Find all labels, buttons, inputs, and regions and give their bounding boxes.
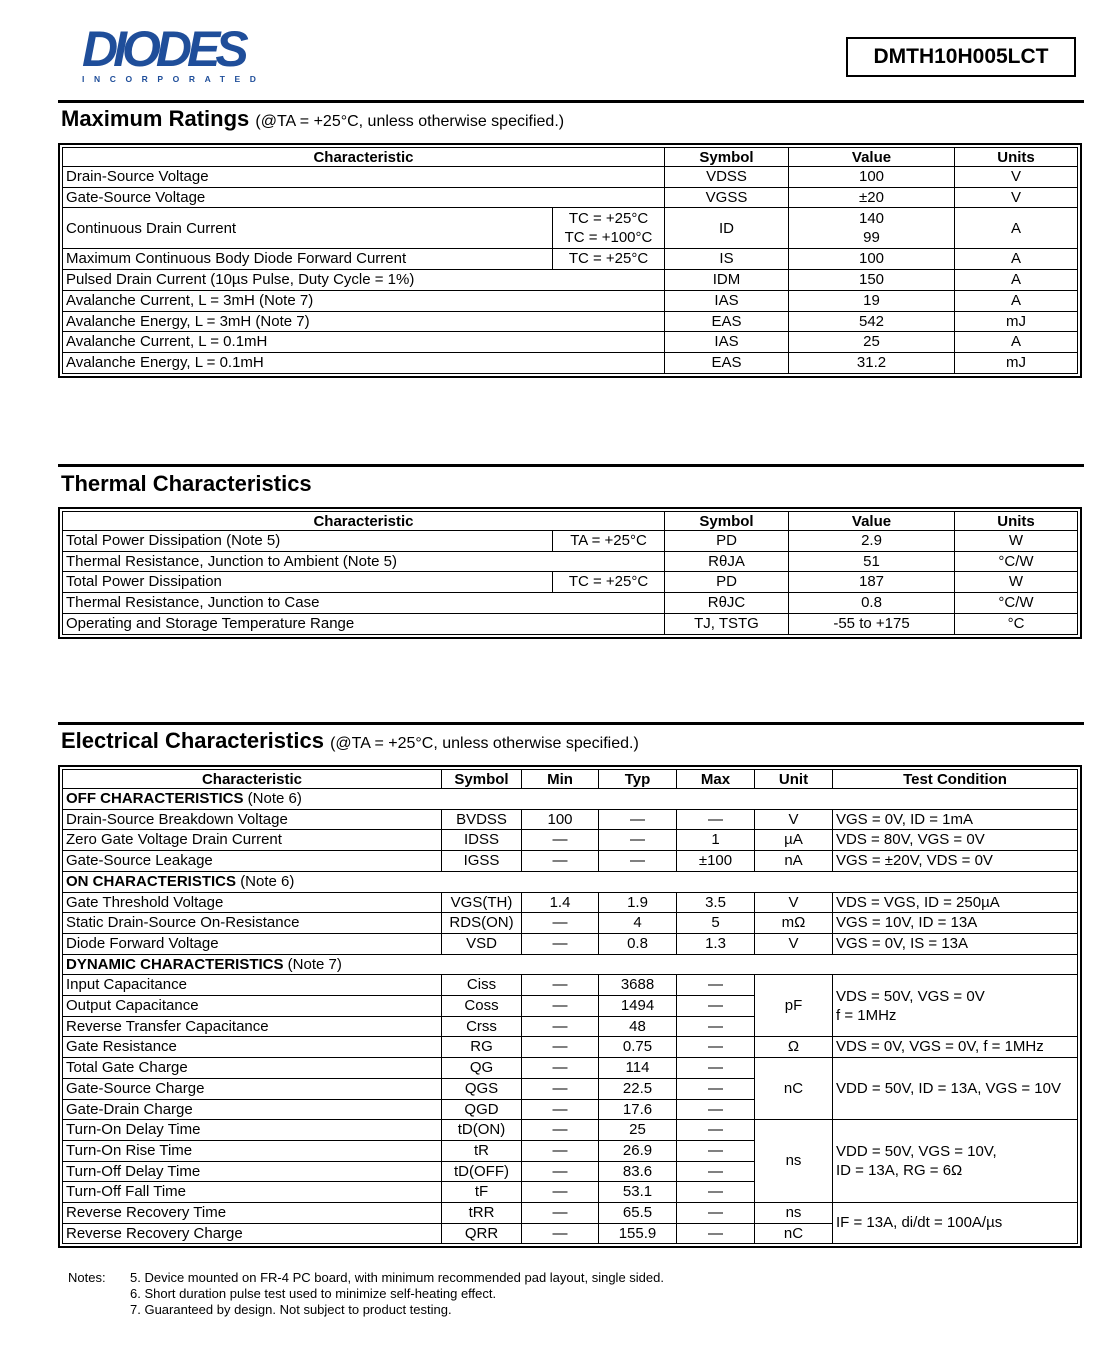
value-cell	[789, 531, 955, 552]
table-row	[63, 593, 1078, 614]
table-row	[63, 975, 1078, 996]
cell-text: 2.9	[861, 532, 882, 549]
characteristic-cell: Avalanche Energy, L = 3mH (Note 7)	[63, 311, 665, 332]
characteristic-cell: Drain-Source Breakdown Voltage	[63, 809, 442, 830]
col-header: Typ	[599, 770, 677, 789]
characteristic-cell: Gate Resistance	[63, 1037, 442, 1058]
section-rule	[58, 722, 1084, 725]
symbol-cell: IAS	[665, 290, 789, 311]
symbol-cell: IS	[665, 249, 789, 270]
notes-label: Notes:	[68, 1270, 106, 1285]
symbol-cell: QGS	[442, 1078, 522, 1099]
cell-text: TC = +25°C	[568, 210, 649, 228]
section-row	[63, 954, 1078, 975]
cell-text: 187	[858, 573, 885, 591]
col-header: Characteristic	[63, 770, 442, 789]
min-cell: 100	[522, 809, 599, 830]
typ-cell: 53.1	[599, 1182, 677, 1203]
characteristic-cell: Avalanche Energy, L = 0.1mH	[63, 352, 665, 373]
section-row	[63, 871, 1078, 892]
characteristic-cell: Gate-Source Charge	[63, 1078, 442, 1099]
symbol-cell: QGD	[442, 1099, 522, 1120]
section-label	[63, 789, 1078, 810]
symbol-cell: tF	[442, 1182, 522, 1203]
min-cell: —	[522, 851, 599, 872]
typ-cell: 114	[599, 1058, 677, 1079]
col-header: Symbol	[665, 512, 789, 531]
typ-cell: —	[599, 851, 677, 872]
diodes-logo	[82, 21, 296, 84]
col-header: Value	[789, 512, 955, 531]
unit-cell: V	[755, 809, 833, 830]
unit-cell: A	[955, 290, 1078, 311]
col-header: Min	[522, 770, 599, 789]
cell-text: TA = +25°C	[570, 532, 647, 549]
characteristic-cell: Avalanche Current, L = 0.1mH	[63, 332, 665, 353]
symbol-cell: tR	[442, 1140, 522, 1161]
cell-text: 25	[863, 333, 880, 351]
characteristic-cell: Maximum Continuous Body Diode Forward Current	[63, 249, 553, 270]
table-row	[63, 167, 1078, 188]
min-cell: —	[522, 1058, 599, 1079]
test-condition-cell: VDS = 80V, VGS = 0V	[833, 830, 1078, 851]
condition-cell	[553, 249, 665, 270]
section-label	[63, 954, 1078, 975]
cell-text: -55 to +175	[833, 614, 910, 632]
col-header: Units	[955, 512, 1078, 531]
table-row	[63, 551, 1078, 572]
max-cell: —	[677, 809, 755, 830]
table-row	[63, 1203, 1078, 1224]
unit-cell: nC	[755, 1223, 833, 1244]
col-header: Value	[789, 148, 955, 167]
characteristic-cell: Thermal Resistance, Junction to Case	[63, 593, 665, 614]
section-condition: (@TA = +25°C, unless otherwise specified.)	[255, 113, 565, 130]
symbol-cell: QG	[442, 1058, 522, 1079]
unit-cell: ns	[755, 1203, 833, 1224]
symbol-cell: TJ, TSTG	[665, 613, 789, 634]
typ-cell: 22.5	[599, 1078, 677, 1099]
max-ratings-table	[58, 143, 1082, 378]
section-title-text: Maximum Ratings	[61, 106, 250, 131]
cell-text: TC = +25°C	[568, 250, 649, 268]
condition-cell	[553, 531, 665, 552]
typ-cell: 3688	[599, 975, 677, 996]
max-cell: —	[677, 1182, 755, 1203]
table-row	[63, 208, 1078, 249]
electrical-table	[58, 765, 1082, 1248]
unit-cell: V	[955, 187, 1078, 208]
typ-cell: 65.5	[599, 1203, 677, 1224]
typ-cell: 1494	[599, 996, 677, 1017]
electrical-title	[61, 728, 639, 754]
logo-wordmark: DIODES	[82, 21, 244, 77]
max-cell: —	[677, 1037, 755, 1058]
min-cell: —	[522, 1120, 599, 1141]
cell-text: TC = +25°C	[568, 573, 649, 591]
table-row	[63, 290, 1078, 311]
symbol-cell: tD(ON)	[442, 1120, 522, 1141]
characteristic-cell: Turn-Off Delay Time	[63, 1161, 442, 1182]
section-label-text: DYNAMIC CHARACTERISTICS	[66, 955, 284, 973]
value-cell	[789, 332, 955, 353]
characteristic-cell: Drain-Source Voltage	[63, 167, 665, 188]
section-condition: (@TA = +25°C, unless otherwise specified.)	[330, 735, 639, 752]
test-condition-cell: VDS = VGS, ID = 250µA	[833, 892, 1078, 913]
min-cell: —	[522, 933, 599, 954]
symbol-cell: PD	[665, 572, 789, 593]
unit-cell: nA	[755, 851, 833, 872]
table-row	[63, 913, 1078, 934]
max-cell: ±100	[677, 851, 755, 872]
table-row	[63, 311, 1078, 332]
symbol-cell: tD(OFF)	[442, 1161, 522, 1182]
section-rule	[58, 100, 1084, 103]
value-cell	[789, 270, 955, 291]
unit-cell: A	[955, 270, 1078, 291]
symbol-cell: IAS	[665, 332, 789, 353]
min-cell: —	[522, 1140, 599, 1161]
section-note: (Note 7)	[287, 955, 342, 973]
unit-cell: ns	[755, 1120, 833, 1203]
logo-subtitle: INCORPORATED	[82, 74, 266, 84]
unit-cell: mJ	[955, 311, 1078, 332]
note-item: 6. Short duration pulse test used to minimize self-heating effect.	[130, 1286, 497, 1301]
unit-cell: mΩ	[755, 913, 833, 934]
unit-cell: °C/W	[955, 593, 1078, 614]
value-cell	[789, 249, 955, 270]
cell-text: VDD = 50V, VGS = 10V,	[836, 1143, 997, 1161]
unit-cell: W	[955, 531, 1078, 552]
cell-text: ±20	[859, 188, 884, 206]
typ-cell: 0.75	[599, 1037, 677, 1058]
cell-text: 31.2	[856, 353, 887, 371]
characteristic-cell: Total Power Dissipation (Note 5)	[63, 531, 553, 552]
symbol-cell: QRR	[442, 1223, 522, 1244]
characteristic-cell: Avalanche Current, L = 3mH (Note 7)	[63, 290, 665, 311]
symbol-cell: Coss	[442, 996, 522, 1017]
table-row	[63, 613, 1078, 634]
test-condition-cell: IF = 13A, di/dt = 100A/µs	[833, 1203, 1078, 1244]
typ-cell: —	[599, 830, 677, 851]
min-cell: —	[522, 1161, 599, 1182]
min-cell: —	[522, 830, 599, 851]
table-row	[63, 1120, 1078, 1141]
max-cell: 5	[677, 913, 755, 934]
typ-cell: 4	[599, 913, 677, 934]
max-cell: —	[677, 1058, 755, 1079]
table-row	[63, 892, 1078, 913]
table-row	[63, 1037, 1078, 1058]
value-cell	[789, 352, 955, 373]
col-header: Units	[955, 148, 1078, 167]
max-cell: —	[677, 1078, 755, 1099]
unit-cell: W	[955, 572, 1078, 593]
characteristic-cell: Reverse Transfer Capacitance	[63, 1016, 442, 1037]
typ-cell: 0.8	[599, 933, 677, 954]
value-cell	[789, 551, 955, 572]
condition-cell	[553, 208, 665, 249]
max-cell: —	[677, 996, 755, 1017]
part-number-box: DMTH10H005LCT	[846, 37, 1076, 77]
value-cell	[789, 290, 955, 311]
unit-cell: µA	[755, 830, 833, 851]
symbol-cell: EAS	[665, 311, 789, 332]
col-header: Symbol	[665, 148, 789, 167]
characteristic-cell: Zero Gate Voltage Drain Current	[63, 830, 442, 851]
characteristic-cell: Total Gate Charge	[63, 1058, 442, 1079]
max-cell: —	[677, 1099, 755, 1120]
test-condition-cell: VGS = 0V, ID = 1mA	[833, 809, 1078, 830]
cell-text: TC = +100°C	[564, 229, 653, 247]
max-ratings-title	[61, 106, 564, 132]
characteristic-cell: Reverse Recovery Charge	[63, 1223, 442, 1244]
section-label-text: ON CHARACTERISTICS	[66, 872, 237, 890]
value-cell	[789, 167, 955, 188]
min-cell: —	[522, 1016, 599, 1037]
col-header: Max	[677, 770, 755, 789]
min-cell: —	[522, 1078, 599, 1099]
section-row	[63, 789, 1078, 810]
table-header-row	[63, 512, 1078, 531]
table-row	[63, 531, 1078, 552]
symbol-cell: IDSS	[442, 830, 522, 851]
typ-cell: 1.9	[599, 892, 677, 913]
table-row	[63, 352, 1078, 373]
unit-cell: V	[955, 167, 1078, 188]
unit-cell: °C	[955, 613, 1078, 634]
col-header: Test Condition	[833, 770, 1078, 789]
test-condition-cell	[833, 1120, 1078, 1203]
unit-cell: A	[955, 332, 1078, 353]
typ-cell: —	[599, 809, 677, 830]
max-cell: —	[677, 1016, 755, 1037]
symbol-cell: RDS(ON)	[442, 913, 522, 934]
max-cell: —	[677, 975, 755, 996]
table-header-row	[63, 148, 1078, 167]
max-cell: 1	[677, 830, 755, 851]
cell-text: 99	[863, 229, 880, 247]
min-cell: —	[522, 1223, 599, 1244]
col-header: Characteristic	[63, 512, 665, 531]
section-note: (Note 6)	[240, 872, 295, 890]
test-condition-cell: VGS = 10V, ID = 13A	[833, 913, 1078, 934]
min-cell: —	[522, 1099, 599, 1120]
characteristic-cell: Pulsed Drain Current (10µs Pulse, Duty Cycle = 1%)	[63, 270, 665, 291]
cell-text: 542	[858, 312, 885, 330]
characteristic-cell: Turn-On Rise Time	[63, 1140, 442, 1161]
symbol-cell: VSD	[442, 933, 522, 954]
cell-text: 19	[863, 291, 880, 309]
max-cell: —	[677, 1120, 755, 1141]
typ-cell: 26.9	[599, 1140, 677, 1161]
table-row	[63, 249, 1078, 270]
unit-cell: °C/W	[955, 551, 1078, 572]
cell-text: 0.8	[861, 594, 882, 612]
table-row	[63, 270, 1078, 291]
typ-cell: 17.6	[599, 1099, 677, 1120]
value-cell	[789, 311, 955, 332]
symbol-cell: RθJC	[665, 593, 789, 614]
table-row	[63, 1058, 1078, 1079]
unit-cell: nC	[755, 1058, 833, 1120]
min-cell: —	[522, 1037, 599, 1058]
characteristic-cell: Gate-Source Leakage	[63, 851, 442, 872]
section-rule	[58, 464, 1084, 467]
note-item: 7. Guaranteed by design. Not subject to product testing.	[130, 1302, 452, 1317]
typ-cell: 48	[599, 1016, 677, 1037]
characteristic-cell: Diode Forward Voltage	[63, 933, 442, 954]
characteristic-cell: Gate-Drain Charge	[63, 1099, 442, 1120]
characteristic-cell: Turn-On Delay Time	[63, 1120, 442, 1141]
value-cell	[789, 572, 955, 593]
note-item: 5. Device mounted on FR-4 PC board, with minimum recommended pad layout, single sided.	[130, 1270, 664, 1285]
min-cell: —	[522, 1182, 599, 1203]
max-cell: —	[677, 1203, 755, 1224]
value-cell	[789, 613, 955, 634]
test-condition-cell	[833, 1058, 1078, 1120]
section-title-text: Electrical Characteristics	[61, 728, 324, 753]
unit-cell: Ω	[755, 1037, 833, 1058]
symbol-cell: RG	[442, 1037, 522, 1058]
symbol-cell: VGSS	[665, 187, 789, 208]
test-condition-cell: VGS = 0V, IS = 13A	[833, 933, 1078, 954]
value-cell	[789, 593, 955, 614]
typ-cell: 25	[599, 1120, 677, 1141]
cell-text: 140	[858, 210, 885, 228]
section-note: (Note 6)	[247, 790, 302, 807]
symbol-cell: Ciss	[442, 975, 522, 996]
thermal-table	[58, 507, 1082, 639]
table-row	[63, 332, 1078, 353]
condition-cell	[553, 572, 665, 593]
characteristic-cell: Turn-Off Fall Time	[63, 1182, 442, 1203]
typ-cell: 155.9	[599, 1223, 677, 1244]
section-label	[63, 871, 1078, 892]
min-cell: —	[522, 975, 599, 996]
cell-text: 100	[858, 250, 885, 268]
characteristic-cell: Reverse Recovery Time	[63, 1203, 442, 1224]
min-cell: —	[522, 913, 599, 934]
characteristic-cell: Continuous Drain Current	[63, 208, 553, 249]
cell-text: 150	[858, 271, 885, 289]
characteristic-cell: Thermal Resistance, Junction to Ambient (Note 5)	[63, 551, 665, 572]
section-label-text: OFF CHARACTERISTICS	[66, 790, 244, 807]
max-cell: —	[677, 1140, 755, 1161]
symbol-cell: VGS(TH)	[442, 892, 522, 913]
characteristic-cell: Total Power Dissipation	[63, 572, 553, 593]
table-row	[63, 933, 1078, 954]
symbol-cell: PD	[665, 531, 789, 552]
cell-text: VDD = 50V, ID = 13A, VGS = 10V	[836, 1080, 1061, 1098]
test-condition-cell: VGS = ±20V, VDS = 0V	[833, 851, 1078, 872]
col-header: Symbol	[442, 770, 522, 789]
max-cell: 1.3	[677, 933, 755, 954]
table-row	[63, 830, 1078, 851]
min-cell: —	[522, 1203, 599, 1224]
symbol-cell: VDSS	[665, 167, 789, 188]
max-cell: 3.5	[677, 892, 755, 913]
symbol-cell: Crss	[442, 1016, 522, 1037]
symbol-cell: IGSS	[442, 851, 522, 872]
unit-cell: V	[755, 892, 833, 913]
characteristic-cell: Gate-Source Voltage	[63, 187, 665, 208]
col-header: Characteristic	[63, 148, 665, 167]
test-condition-cell	[833, 975, 1078, 1037]
value-cell	[789, 187, 955, 208]
cell-text: 51	[863, 552, 880, 570]
section-title-text: Thermal Characteristics	[61, 471, 312, 496]
cell-text: f = 1MHz	[836, 1006, 897, 1024]
min-cell: —	[522, 996, 599, 1017]
cell-text: VDS = 50V, VGS = 0V	[836, 987, 985, 1005]
table-row	[63, 572, 1078, 593]
unit-cell: V	[755, 933, 833, 954]
symbol-cell: RθJA	[665, 551, 789, 572]
characteristic-cell: Static Drain-Source On-Resistance	[63, 913, 442, 934]
symbol-cell: IDM	[665, 270, 789, 291]
min-cell: 1.4	[522, 892, 599, 913]
characteristic-cell: Input Capacitance	[63, 975, 442, 996]
symbol-cell: BVDSS	[442, 809, 522, 830]
typ-cell: 83.6	[599, 1161, 677, 1182]
unit-cell: pF	[755, 975, 833, 1037]
unit-cell: A	[955, 208, 1078, 249]
cell-text: 100	[858, 168, 885, 185]
test-condition-cell: VDS = 0V, VGS = 0V, f = 1MHz	[833, 1037, 1078, 1058]
max-cell: —	[677, 1161, 755, 1182]
col-header: Unit	[755, 770, 833, 789]
cell-text: ID = 13A, RG = 6Ω	[836, 1162, 963, 1180]
table-row	[63, 187, 1078, 208]
characteristic-cell: Output Capacitance	[63, 996, 442, 1017]
thermal-title	[61, 471, 312, 497]
table-row	[63, 851, 1078, 872]
unit-cell: A	[955, 249, 1078, 270]
symbol-cell: EAS	[665, 352, 789, 373]
value-cell	[789, 208, 955, 249]
max-cell: —	[677, 1223, 755, 1244]
table-row	[63, 809, 1078, 830]
characteristic-cell: Gate Threshold Voltage	[63, 892, 442, 913]
table-header-row	[63, 770, 1078, 789]
characteristic-cell: Operating and Storage Temperature Range	[63, 613, 665, 634]
unit-cell: mJ	[955, 352, 1078, 373]
symbol-cell: ID	[665, 208, 789, 249]
symbol-cell: tRR	[442, 1203, 522, 1224]
